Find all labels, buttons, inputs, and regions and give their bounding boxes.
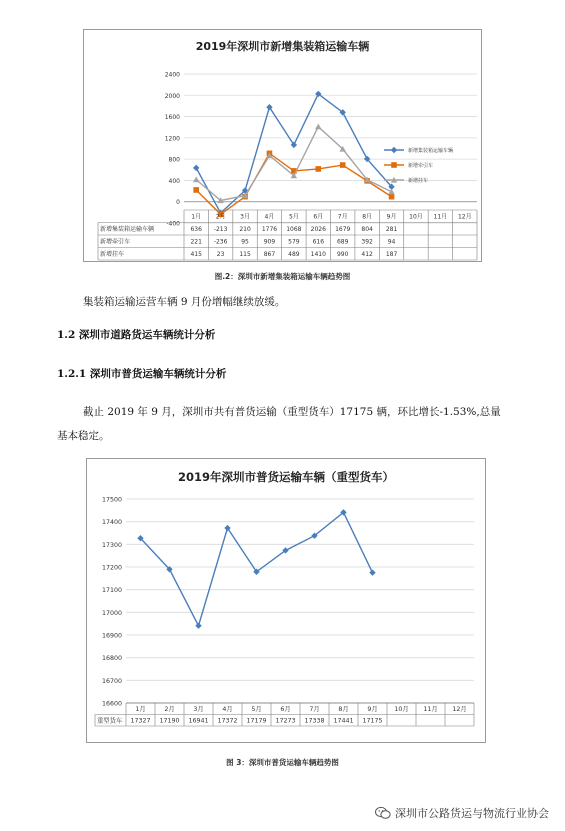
chart1-legend-label: 新增集装箱运输车辆 <box>408 148 454 154</box>
chart2-y-tick-label: 16800 <box>101 655 122 663</box>
chart1-data-label: 2026 <box>310 225 326 233</box>
chart2-data-label: 17338 <box>304 717 325 725</box>
chart1-y-tick-label: 1200 <box>164 135 180 143</box>
chart1-point <box>315 166 321 172</box>
chart1-point <box>193 165 199 171</box>
chart1-y-tick-label: 2000 <box>164 92 180 100</box>
chart1-y-tick-label: -400 <box>166 220 180 228</box>
chart1-data-label: 1776 <box>261 225 278 233</box>
chart2-point <box>195 623 201 629</box>
chart1-point <box>315 123 321 129</box>
chart1-data-label: 210 <box>239 225 251 233</box>
chart1-title: 2019年深圳市新增集装箱运输车辆 <box>195 40 370 53</box>
chart2-data-label: 17327 <box>130 717 151 725</box>
chart1-point <box>388 189 394 195</box>
chart1-x-tick-label: 6月 <box>313 213 324 221</box>
chart1-data-label: 95 <box>241 238 249 246</box>
chart1-container <box>83 29 482 262</box>
chart1-data-label: 1068 <box>286 225 302 233</box>
chart1-legend-marker <box>391 162 397 168</box>
paragraph-2-line-1: 截止 2019 年 9 月，深圳市共有普货运输（重型货车）17175 辆，环比增长-1.53%,总量 <box>83 406 501 418</box>
chart2-x-tick-label: 1月 <box>135 705 146 713</box>
chart2-x-tick-label: 9月 <box>367 705 378 713</box>
chart1-data-label: 579 <box>288 238 300 246</box>
chart1-x-tick-label: 1月 <box>191 213 202 221</box>
chart1-data-label: 23 <box>216 250 225 258</box>
chart1-x-tick-label: 11月 <box>433 213 448 221</box>
chart1-data-label: 281 <box>385 225 398 233</box>
chart2-data-label: 17190 <box>159 717 180 725</box>
chart2-data-label: 17175 <box>362 717 383 725</box>
chart1-data-label: 867 <box>263 250 276 258</box>
chart1-data-label: 412 <box>361 250 373 258</box>
chart2-x-tick-label: 4月 <box>222 705 233 713</box>
chart1-data-label: 636 <box>190 225 202 233</box>
chart1-x-tick-label: 9月 <box>386 213 397 221</box>
watermark-text: 深圳市公路货运与物流行业协会 <box>395 807 549 820</box>
chart1-x-tick-label: 4月 <box>264 213 275 221</box>
chart1-legend-label: 新增牵引车 <box>408 163 434 169</box>
chart1-x-tick-label: 2月 <box>215 213 226 221</box>
paragraph-2-line-2: 基本稳定。 <box>57 430 110 442</box>
chart1-y-tick-label: 2400 <box>164 71 180 79</box>
chart2-x-tick-label: 6月 <box>280 705 291 713</box>
chart1-point <box>340 162 346 168</box>
chart2-data-label: 17179 <box>246 717 267 725</box>
chart2-data-label: 17372 <box>217 717 238 725</box>
chart2-title: 2019年深圳市普货运输车辆（重型货车） <box>177 470 394 484</box>
chart2-x-tick-label: 10月 <box>394 705 409 713</box>
chart1-legend-marker <box>391 147 397 153</box>
watermark <box>375 805 549 821</box>
chart1-data-label: -213 <box>213 225 228 233</box>
chart1-x-tick-label: 12月 <box>457 213 472 221</box>
chart1-data-label: 990 <box>336 250 349 258</box>
chart1-data-label: 415 <box>190 250 202 258</box>
chart1-y-tick-label: 0 <box>176 199 180 207</box>
chart1-data-label: 616 <box>312 238 325 246</box>
chart1-x-tick-label: 8月 <box>362 213 373 221</box>
chart2-y-tick-label: 17300 <box>101 541 122 549</box>
chart2-table-series-label: 重型货车 <box>97 717 123 725</box>
chart1-y-tick-label: 400 <box>168 177 180 185</box>
chart2-x-tick-label: 2月 <box>164 705 175 713</box>
chart1-legend-label: 新增挂车 <box>408 178 429 184</box>
chart1-series-line-2 <box>196 153 391 214</box>
chart1-data-label: 489 <box>288 250 300 258</box>
chart2-caption: 图 3：深圳市普货运输车辆趋势图 <box>226 758 339 767</box>
chart2-x-tick-label: 11月 <box>423 705 438 713</box>
chart1-data-label: 1679 <box>335 225 351 233</box>
section-heading-1-2: 1.2 深圳市道路货运车辆统计分析 <box>57 329 216 341</box>
chart2-data-label: 17441 <box>333 717 354 725</box>
chart1-x-tick-label: 3月 <box>240 213 250 221</box>
chart1-data-label: 392 <box>361 238 373 246</box>
chart2-y-tick-label: 17400 <box>101 519 122 527</box>
chart1-table-series-label: 新增挂车 <box>100 250 125 258</box>
chart2-point <box>369 569 375 575</box>
chart2-x-tick-label: 8月 <box>338 705 349 713</box>
chart1-point <box>193 176 199 182</box>
wechat-icon <box>375 806 391 820</box>
chart1-data-label: 115 <box>239 250 251 258</box>
chart2-y-tick-label: 16700 <box>101 677 122 685</box>
chart2-y-tick-label: 17000 <box>101 609 122 617</box>
chart2-x-tick-label: 7月 <box>309 705 320 713</box>
chart2-x-tick-label: 5月 <box>251 705 262 713</box>
chart2-container <box>86 458 486 743</box>
chart1-data-label: 94 <box>387 238 396 246</box>
chart1-point <box>389 194 395 200</box>
chart2-plot <box>87 459 485 742</box>
chart1-data-label: -236 <box>213 238 228 246</box>
chart1-data-label: 804 <box>361 225 373 233</box>
paragraph-1: 集装箱运输运营车辆 9 月份增幅继续放缓。 <box>83 296 286 308</box>
chart2-y-tick-label: 17500 <box>101 496 122 504</box>
chart1-table-series-label: 新增集装箱运输车辆 <box>100 225 155 233</box>
chart2-data-label: 16941 <box>188 717 209 725</box>
chart1-data-label: 187 <box>385 250 398 258</box>
chart1-x-tick-label: 5月 <box>288 213 299 221</box>
chart2-y-tick-label: 16600 <box>101 700 122 708</box>
chart2-y-tick-label: 16900 <box>101 632 122 640</box>
chart2-data-label: 17273 <box>275 717 296 725</box>
chart2-y-tick-label: 17200 <box>101 564 122 572</box>
chart1-y-tick-label: 800 <box>168 156 180 164</box>
chart1-data-label: 909 <box>263 238 276 246</box>
chart1-x-tick-label: 7月 <box>337 213 348 221</box>
chart1-plot <box>84 30 481 261</box>
chart2-x-tick-label: 12月 <box>452 705 467 713</box>
chart1-caption: 图.2：深圳市新增集装箱运输车辆趋势图 <box>214 272 351 281</box>
chart1-y-tick-label: 1600 <box>164 114 180 122</box>
chart2-x-tick-label: 3月 <box>193 705 204 713</box>
chart1-data-label: 1410 <box>310 250 326 258</box>
chart2-y-tick-label: 17100 <box>101 587 122 595</box>
chart1-x-tick-label: 10月 <box>409 213 423 221</box>
chart1-table-series-label: 新增牵引车 <box>100 238 131 246</box>
chart1-point <box>193 187 199 193</box>
chart1-series-line-1 <box>196 94 391 213</box>
section-heading-1-2-1: 1.2.1 深圳市普货运输车辆统计分析 <box>57 368 227 380</box>
chart1-data-label: 221 <box>190 238 202 246</box>
chart1-data-label: 689 <box>336 238 349 246</box>
